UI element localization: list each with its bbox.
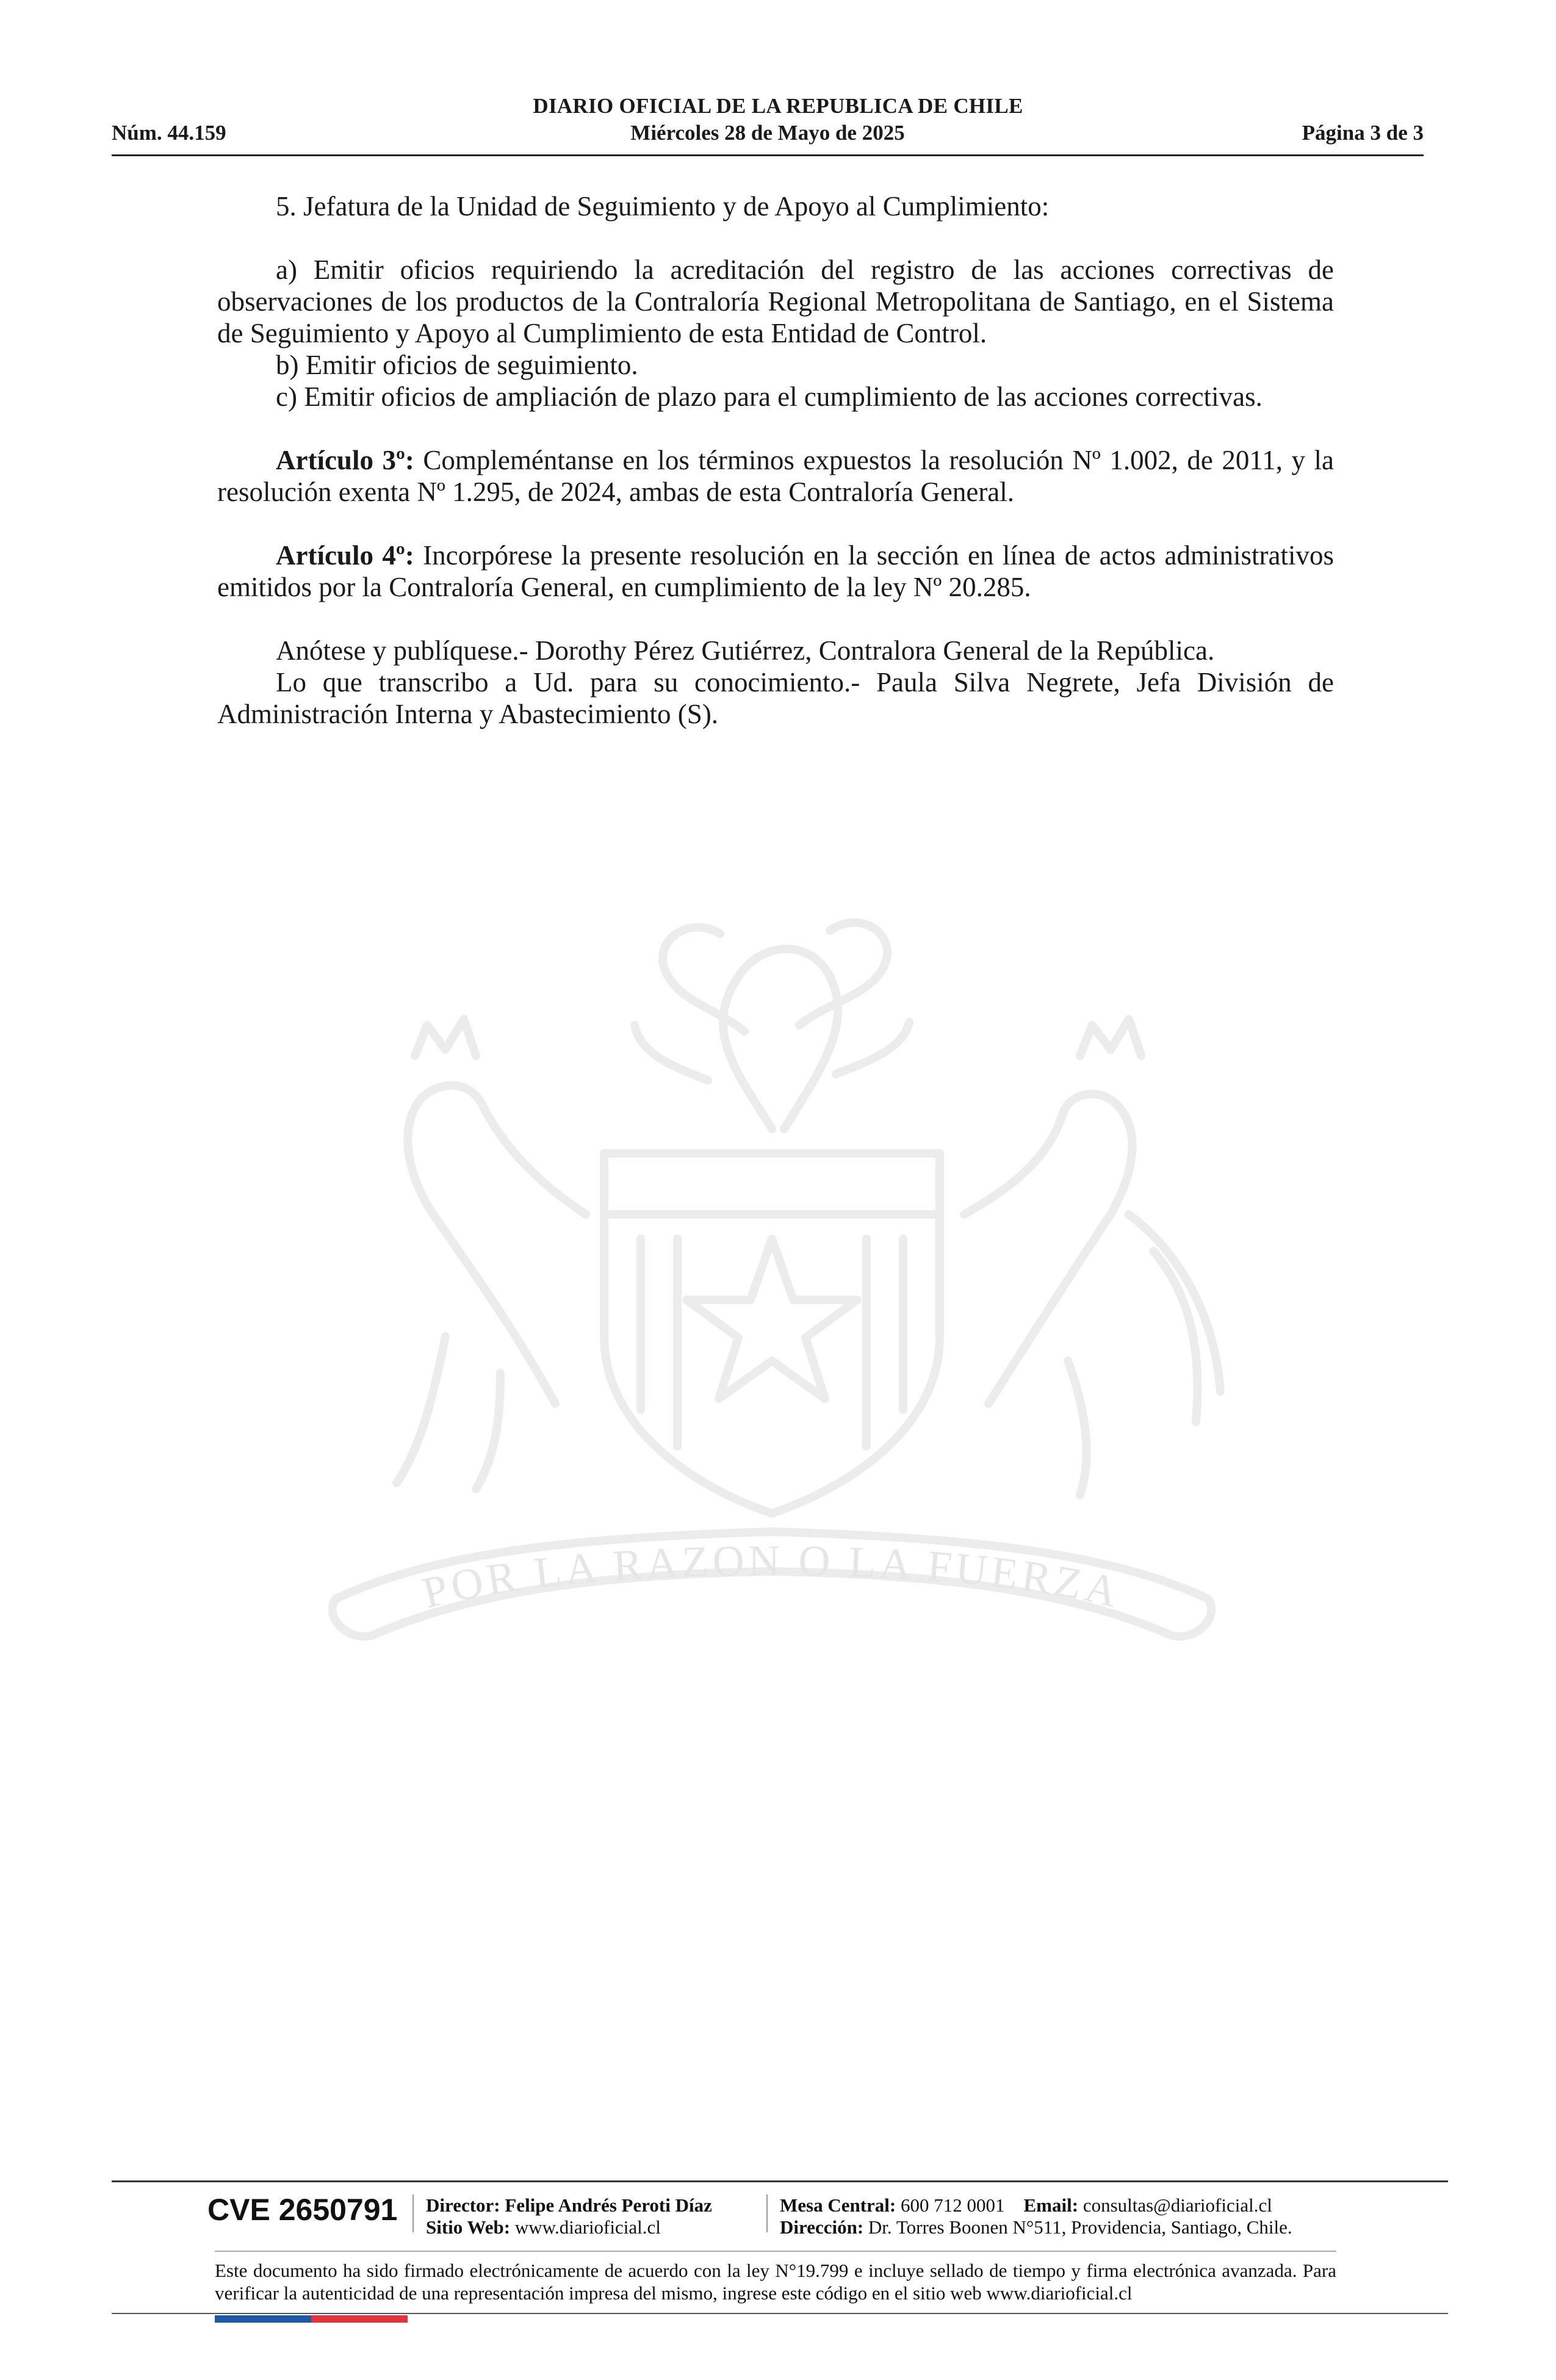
document-body [217,190,1334,730]
article-4 [217,539,1334,603]
page-number: Página 3 de 3 [1302,121,1424,145]
footer-top-divider [112,2180,1448,2182]
website-link[interactable]: www.diarioficial.cl [514,2216,661,2238]
article-4-text: Incorpórese la presente resolución en la sección en línea de actos administrativos emitidos por la Contraloría General, en cumplimiento de la ley Nº 20.285. [217,540,1334,602]
item-c: c) Emitir oficios de ampliación de plazo para el cumplimiento de las acciones correctivas. [276,381,1262,412]
director-label: Director: [426,2194,500,2216]
footer-separator [766,2194,768,2232]
footer-mid-divider [215,2251,1336,2252]
item-b: b) Emitir oficios de seguimiento. [276,350,638,380]
header-divider [112,154,1424,156]
address-label: Dirección: [780,2216,864,2238]
flag-stripe-blue [215,2315,311,2323]
email-label: Email: [1023,2194,1079,2216]
footer-contact-block [780,2194,1292,2238]
item-a: a) Emitir oficios requiriendo la acreditación del registro de las acciones correctivas de observaciones de los productos de la Contraloría Regional Metropolitana de Santiago, en el Sistema de Seguimiento y Apoyo al Cumplimiento de esta Entidad de Control. [217,254,1334,348]
email-link[interactable]: consultas@diarioficial.cl [1082,2194,1272,2216]
signature-notice [215,2259,1336,2304]
header-row [112,121,1424,149]
closing-transcription: Lo que transcribo a Ud. para su conocimiento.- Paula Silva Negrete, Jefa División de Administración Interna y Abastecimiento (S). [217,667,1334,729]
newspaper-title: DIARIO OFICIAL DE LA REPUBLICA DE CHILE [533,94,1023,118]
article-3 [217,444,1334,508]
article-3-text: Compleméntanse en los términos expuestos la resolución Nº 1.002, de 2011, y la resolución exenta Nº 1.295, de 2024, ambas de esta Contraloría General. [217,445,1334,507]
article-4-label: Artículo 4º: [276,540,414,571]
footer-bottom-divider [112,2313,1448,2314]
motto-text: POR LA RAZON O LA FUERZA [417,1536,1126,1618]
footer-director-block [426,2194,712,2238]
flag-stripe-red [311,2315,408,2323]
article-3-label: Artículo 3º: [276,445,414,475]
phone-number: 600 712 0001 [901,2194,1005,2216]
closing-signature: Anótese y publíquese.- Dorothy Pérez Gutiérrez, Contralora General de la República. [276,635,1215,666]
issue-number: Núm. 44.159 [112,121,226,145]
issue-date: Miércoles 28 de Mayo de 2025 [630,121,905,145]
section-heading: 5. Jefatura de la Unidad de Seguimiento y de Apoyo al Cumplimiento: [276,191,1050,222]
cve-code: CVE 2650791 [207,2193,398,2227]
coat-of-arms-watermark [214,873,1330,1678]
phone-label: Mesa Central: [780,2194,896,2216]
signature-notice-text: Este documento ha sido firmado electrónicamente de acuerdo con la ley N°19.799 e incluye sellado de tiempo y firma electrónica avanzada. Para verificar la autenticidad de una representación impresa del mismo, ingrese este código en el sitio web www.diarioficial.cl [215,2260,1336,2304]
footer-separator [412,2194,414,2232]
address-text: Dr. Torres Boonen N°511, Providencia, Santiago, Chile. [868,2216,1292,2238]
director-name: Felipe Andrés Peroti Díaz [505,2194,712,2216]
website-label: Sitio Web: [426,2216,511,2238]
